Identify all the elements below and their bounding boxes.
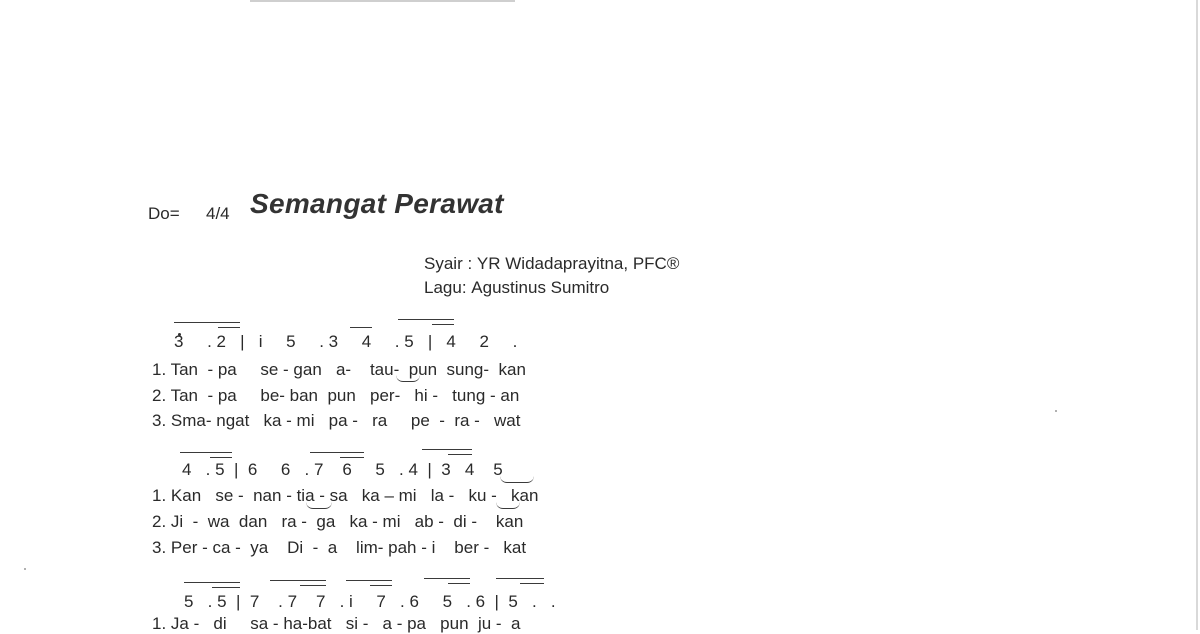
beam-mark (350, 327, 372, 328)
music-credit-label: Lagu: (424, 278, 467, 297)
beam-mark (424, 578, 470, 579)
notation-line: 5 . 5 | 7 . 7 7 . i 7 . 6 5 . 6 | 5 . . (184, 592, 556, 611)
beam-mark (432, 324, 454, 325)
lyrics-credit (424, 254, 679, 274)
scan-edge-right (1196, 0, 1198, 630)
beam-mark (340, 457, 364, 458)
beam-mark (212, 587, 240, 588)
notation-line: 3 . 2 | i 5 . 3 4 . 5 | 4 2 . (174, 332, 518, 351)
lyric-verse-1: 1. Tan - pa se - gan a- tau- pun sung- kan (152, 360, 526, 379)
beam-mark (180, 452, 232, 453)
scan-speck (24, 568, 26, 570)
beam-mark (422, 449, 472, 450)
slur-mark (306, 502, 332, 509)
lyric-verse-1: 1. Ja - di sa - ha-bat si - a - pa pun ju - a (152, 614, 521, 633)
slur-mark (500, 476, 534, 483)
lyric-verse-2: 2. Tan - pa be- ban pun per- hi - tung - an (152, 386, 520, 405)
scan-edge-top (250, 0, 515, 2)
beam-mark (270, 580, 326, 581)
lyric-verse-1: 1. Kan se - nan - tia - sa ka – mi la - ku - kan (152, 486, 539, 505)
music-credit-value: Agustinus Sumitro (471, 278, 610, 297)
beam-mark (300, 585, 326, 586)
time-signature: 4/4 (206, 204, 230, 223)
beam-mark (184, 582, 240, 583)
key-signature: Do= (148, 204, 180, 223)
slur-mark (396, 375, 420, 382)
beam-mark (310, 452, 364, 453)
lyric-verse-3: 3. Sma- ngat ka - mi pa - ra pe - ra - wat (152, 411, 521, 430)
notation-line: 4 . 5 | 6 6 . 7 6 5 . 4 | 3 4 5 (182, 460, 503, 479)
lyrics-credit-value: YR Widadaprayitna, PFC® (476, 254, 680, 273)
beam-mark (218, 327, 240, 328)
beam-mark (398, 319, 454, 320)
song-title: Semangat Perawat (250, 188, 504, 219)
beam-mark (520, 583, 544, 584)
slur-mark (496, 502, 520, 509)
beam-mark (346, 580, 392, 581)
lyric-verse-2: 2. Ji - wa dan ra - ga ka - mi ab - di - kan (152, 512, 524, 531)
lyric-verse-3: 3. Per - ca - ya Di - a lim- pah - i ber - kat (152, 538, 527, 557)
beam-mark (174, 322, 240, 323)
lyrics-credit-label: Syair : (424, 254, 473, 273)
beam-mark (210, 457, 232, 458)
beam-mark (448, 583, 470, 584)
beam-mark (448, 454, 472, 455)
music-credit (424, 278, 609, 298)
beam-mark (496, 578, 544, 579)
beam-mark (370, 585, 392, 586)
scan-speck (1055, 410, 1057, 412)
